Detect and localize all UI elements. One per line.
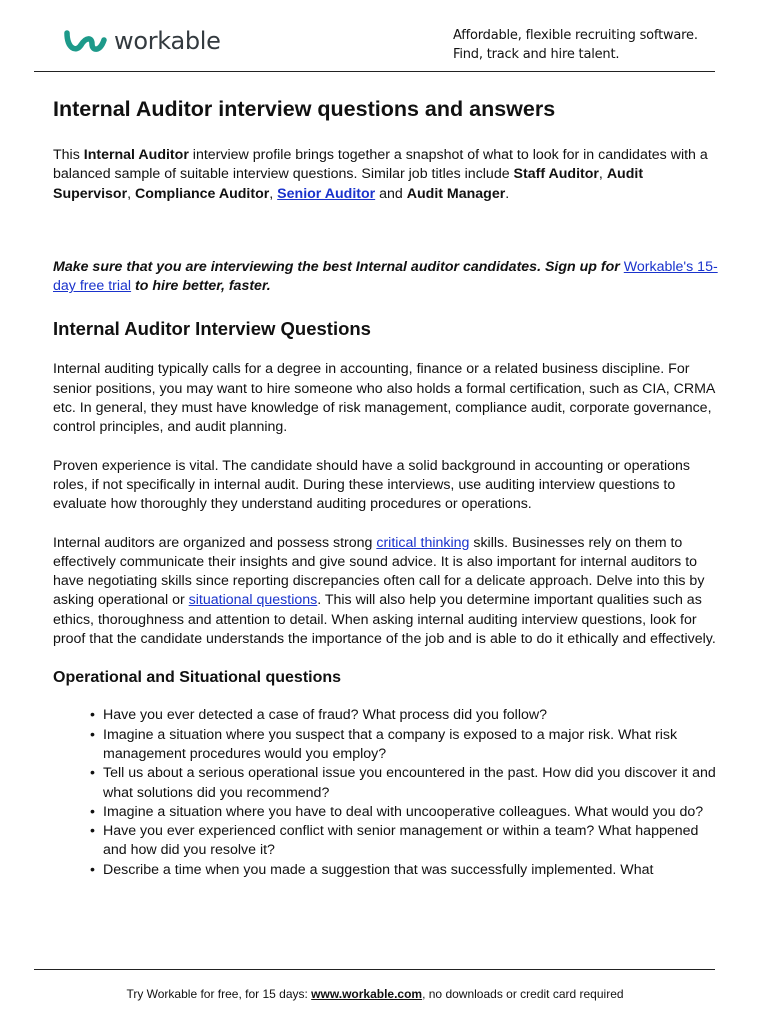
paragraph-skills: Internal auditors are organized and possess strong critical thinking skills. Businesses rely on them to effectively communicate their insights and give sound advice. It is also important for internal auditors to have negotiating skills since reporting discrepancies often call for a delicate approach. Delve into this by asking operational or situational questions. This will also help you determine important qualities such as ethics, thoroughness and attention to detail. When asking internal auditing interview questions, look for proof that the candidate understands the importance of the job and is able to do it ethically and effectively. [53, 534, 716, 648]
page-title: Internal Auditor interview questions and answers [53, 97, 556, 121]
list-item: • Have you ever experienced conflict with senior management or within a team? What happened and how did you resolve it? [103, 822, 725, 861]
intro-paragraph: This Internal Auditor interview profile brings together a snapshot of what to look for in candidates with a balanced sample of suitable interview questions. Similar job titles include Staff Auditor, Audit Supervisor, Compliance Auditor, Senior Auditor and Audit Manager. [53, 147, 708, 202]
list-item: • Describe a time when you made a suggestion that was successfully implemented. What [103, 861, 725, 880]
page-header [0, 0, 768, 72]
page-footer: Try Workable for free, for 15 days: www.workable.com, no downloads or credit card required [126, 987, 624, 1001]
footer-divider [34, 969, 715, 970]
paragraph-experience: Proven experience is vital. The candidate should have a solid background in accounting or operations roles, if not specifically in internal audit. During these interviews, use auditing interview questions to evaluate how thoroughly they understand auditing procedures or operations. [53, 457, 691, 513]
subsection-title: Operational and Situational questions [53, 669, 342, 687]
free-trial-link[interactable]: Workable's 15-day free trial [53, 258, 718, 295]
list-item: • Imagine a situation where you suspect that a company is exposed to a major risk. What risk management procedures would you employ? [103, 726, 725, 765]
critical-thinking-link[interactable]: critical thinking [376, 534, 470, 551]
paragraph-qualifications: Internal auditing typically calls for a degree in accounting, finance or a related business discipline. For senior positions, you may want to hire someone who also holds a formal certification, such as CIA, CRMA etc. In general, they must have knowledge of risk management, compliance audit, corporate governance, control principles, and audit planning. [53, 361, 715, 436]
workable-logo[interactable] [64, 28, 221, 56]
situational-questions-link[interactable]: situational questions [188, 592, 318, 609]
question-list [53, 706, 725, 880]
trial-cta-paragraph: Make sure that you are interviewing the best Internal auditor candidates. Sign up for Workable's 15-day free trial to hire better, faster. [53, 258, 718, 295]
tagline-line-2: Find, track and hire talent. [453, 47, 620, 62]
article-body [53, 96, 725, 880]
workable-website-link[interactable]: www.workable.com [311, 987, 423, 1001]
list-item: • Imagine a situation where you have to deal with uncooperative colleagues. What would you do? [103, 803, 725, 822]
header-tagline [453, 26, 713, 64]
senior-auditor-link[interactable]: Senior Auditor [277, 185, 376, 202]
list-item: • Tell us about a serious operational issue you encountered in the past. How did you discover it and what solutions did you recommend? [103, 764, 725, 803]
tagline-line-1: Affordable, flexible recruiting software. [453, 28, 698, 43]
workable-logo-icon [64, 28, 108, 56]
header-divider [34, 71, 715, 72]
section-title: Internal Auditor Interview Questions [53, 318, 371, 340]
list-item: • Have you ever detected a case of fraud? What process did you follow? [103, 706, 725, 725]
logo-wordmark: workable [114, 27, 221, 55]
